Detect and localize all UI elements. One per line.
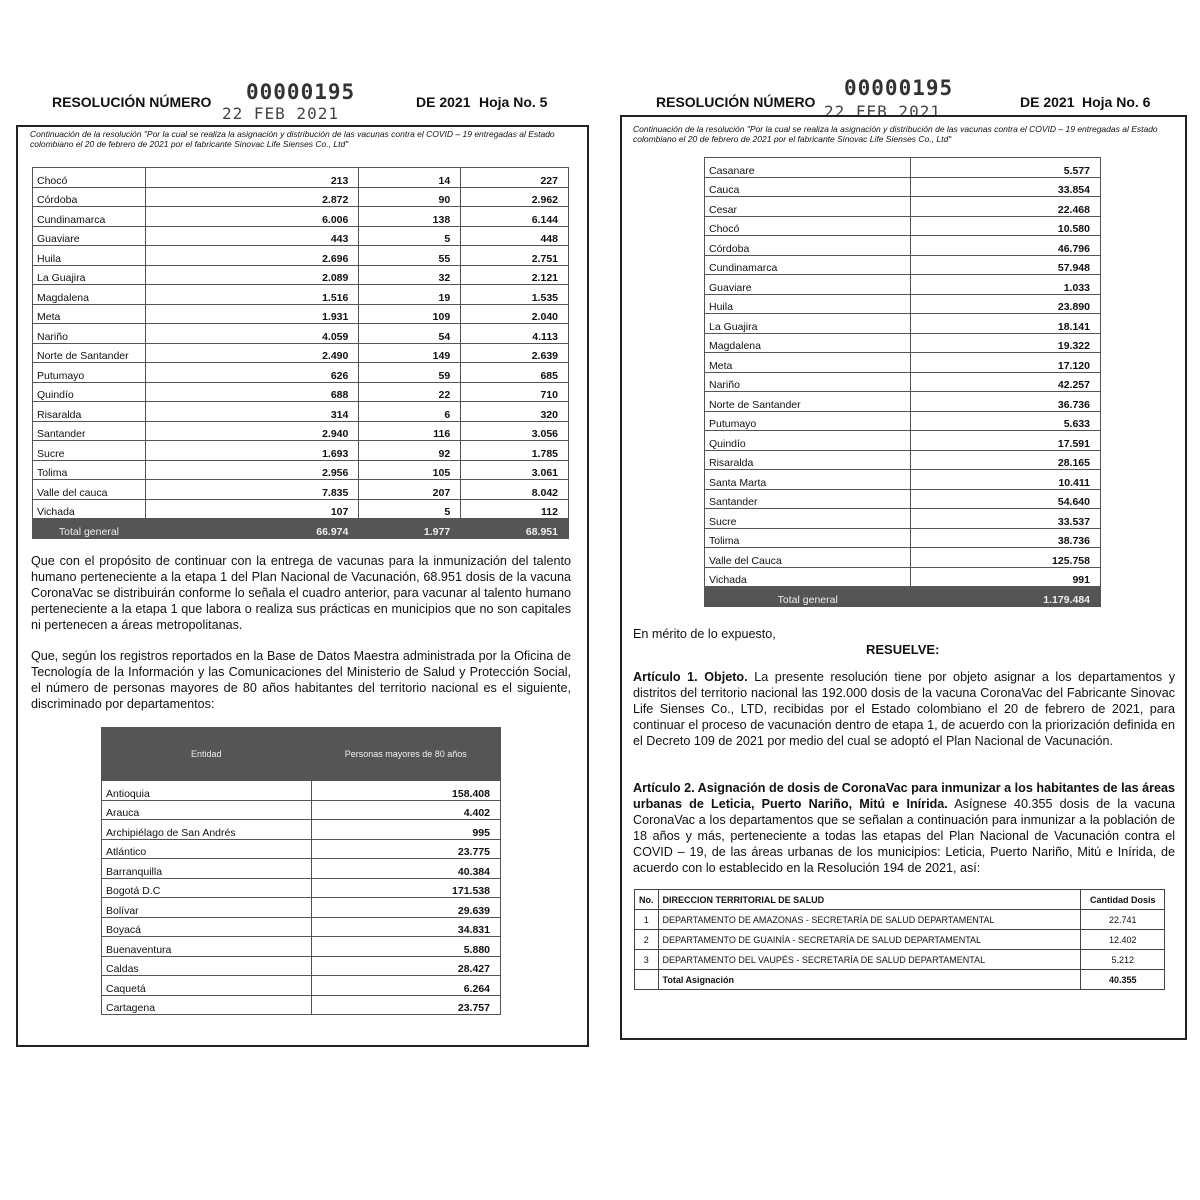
department-cell: Cesar xyxy=(705,197,911,217)
value-cell: 54 xyxy=(359,324,461,344)
value-cell: 207 xyxy=(359,480,461,500)
stamp-date: 22 FEB 2021 xyxy=(824,102,941,121)
paragraph-registros: Que, según los registros reportados en la Base de Datos Maestra administrada por la Oficina de Tecnología de la Información y las Comunicaciones del Ministerio de Salud y Protección Social, el número de personas mayores de 80 años habitantes del territorio nacional es el siguiente, discriminado por departamentos: xyxy=(31,649,571,711)
table-row xyxy=(705,470,1101,490)
value-cell: 18.141 xyxy=(911,314,1101,334)
total-value: 66.974 xyxy=(145,519,358,539)
value-cell: 29.639 xyxy=(311,898,501,918)
table-row xyxy=(33,246,569,266)
department-cell: Putumayo xyxy=(705,411,911,431)
total-label: Total Asignación xyxy=(658,970,1081,990)
article-1 xyxy=(633,669,1175,749)
department-cell: Risaralda xyxy=(33,402,146,422)
value-cell: 626 xyxy=(145,363,358,383)
total-value: 68.951 xyxy=(461,519,569,539)
table-row xyxy=(102,917,501,937)
total-cell: 2.040 xyxy=(461,304,569,324)
column-header-cantidad: Cantidad Dosis xyxy=(1081,890,1165,910)
column-header-personas: Personas mayores de 80 años xyxy=(311,728,501,781)
entity-cell: Boyacá xyxy=(102,917,312,937)
entity-cell: Antioquia xyxy=(102,781,312,801)
total-label: Total general xyxy=(33,519,146,539)
total-cell: 1.535 xyxy=(461,285,569,305)
total-value: 1.179.484 xyxy=(911,587,1101,607)
department-cell: Nariño xyxy=(705,372,911,392)
table-row xyxy=(33,480,569,500)
table-row xyxy=(705,392,1101,412)
continuation-note: Continuación de la resolución "Por la cual se realiza la asignación y distribución de las vacunas contra el COVID – 19 entregadas al Estado colombiano el 20 de febrero de 2021 por el fabricante Sinovac Life Sienses Co., Ltd" xyxy=(633,124,1158,144)
value-cell: 22 xyxy=(359,382,461,402)
department-cell: Norte de Santander xyxy=(705,392,911,412)
year-label: DE 2021 xyxy=(1020,94,1075,110)
department-cell: Vichada xyxy=(705,567,911,587)
table-row xyxy=(705,489,1101,509)
table-row xyxy=(33,168,569,188)
department-cell: Vichada xyxy=(33,499,146,519)
table-row xyxy=(705,431,1101,451)
value-cell: 34.831 xyxy=(311,917,501,937)
value-cell: 33.537 xyxy=(911,509,1101,529)
column-header-direccion: DIRECCION TERRITORIAL DE SALUD xyxy=(658,890,1081,910)
table-row xyxy=(635,930,1165,950)
elderly-population-table xyxy=(101,727,501,1015)
vaccine-totals-table xyxy=(704,157,1101,607)
value-cell: 213 xyxy=(145,168,358,188)
value-cell: 125.758 xyxy=(911,548,1101,568)
department-cell: Cundinamarca xyxy=(705,255,911,275)
value-cell: 171.538 xyxy=(311,878,501,898)
merit-text: En mérito de lo expuesto, xyxy=(633,627,776,641)
total-cell: 3.056 xyxy=(461,421,569,441)
value-cell: 107 xyxy=(145,499,358,519)
department-cell: Magdalena xyxy=(705,333,911,353)
entity-cell: Barranquilla xyxy=(102,859,312,879)
total-cell: 685 xyxy=(461,363,569,383)
dose-cell: 12.402 xyxy=(1081,930,1165,950)
value-cell: 995 xyxy=(311,820,501,840)
total-cell: 710 xyxy=(461,382,569,402)
department-cell: Sucre xyxy=(705,509,911,529)
entity-cell: Bolívar xyxy=(102,898,312,918)
table-row xyxy=(33,187,569,207)
table-row xyxy=(33,499,569,519)
total-cell: 2.121 xyxy=(461,265,569,285)
table-row xyxy=(705,353,1101,373)
table-row xyxy=(33,304,569,324)
value-cell: 28.427 xyxy=(311,956,501,976)
table-row xyxy=(33,421,569,441)
department-cell: Meta xyxy=(705,353,911,373)
entity-cell: Caquetá xyxy=(102,976,312,996)
department-cell: Quindío xyxy=(33,382,146,402)
table-row xyxy=(705,509,1101,529)
value-cell: 116 xyxy=(359,421,461,441)
value-cell: 46.796 xyxy=(911,236,1101,256)
table-row xyxy=(33,441,569,461)
table-row xyxy=(705,411,1101,431)
department-cell: Cundinamarca xyxy=(33,207,146,227)
direction-cell: DEPARTAMENTO DE GUAINÍA - SECRETARÍA DE SALUD DEPARTAMENTAL xyxy=(658,930,1081,950)
value-cell: 4.402 xyxy=(311,800,501,820)
table-row xyxy=(33,324,569,344)
stamp-number: 00000195 xyxy=(246,80,356,104)
department-cell: Guaviare xyxy=(33,226,146,246)
value-cell: 32 xyxy=(359,265,461,285)
value-cell: 2.872 xyxy=(145,187,358,207)
value-cell: 6 xyxy=(359,402,461,422)
value-cell: 22.468 xyxy=(911,197,1101,217)
table-row xyxy=(705,294,1101,314)
department-cell: Córdoba xyxy=(33,187,146,207)
value-cell: 23.890 xyxy=(911,294,1101,314)
table-row xyxy=(33,363,569,383)
value-cell: 2.940 xyxy=(145,421,358,441)
total-cell: 2.639 xyxy=(461,343,569,363)
article-2-text: Asígnese 40.355 dosis de la vacuna CoronaVac a los departamentos que se señalan a continuación para inmunizar a la población de 18 años y más, perteneciente a todas las etapas del Plan Nacional de Vacunación contra el COVID – 19, de las áreas urbanas de los municipios: Leticia, Puerto Nariño, Mitú e Inírida, de acuerdo con lo establecido en la Resolución 194 de 2021, así: xyxy=(633,797,1175,875)
table-row xyxy=(33,382,569,402)
total-cell: 112 xyxy=(461,499,569,519)
stamp-number: 00000195 xyxy=(844,76,954,100)
value-cell: 2.089 xyxy=(145,265,358,285)
department-cell: Risaralda xyxy=(705,450,911,470)
table-row xyxy=(102,800,501,820)
year-label: DE 2021 xyxy=(416,94,471,110)
entity-cell: Bogotá D.C xyxy=(102,878,312,898)
table-row xyxy=(102,859,501,879)
value-cell: 33.854 xyxy=(911,177,1101,197)
article-1-title: Artículo 1. Objeto. xyxy=(633,670,748,684)
table-row xyxy=(102,898,501,918)
sheet-label: Hoja No. 6 xyxy=(1082,94,1151,110)
table-row xyxy=(635,910,1165,930)
department-cell: Santander xyxy=(705,489,911,509)
value-cell: 59 xyxy=(359,363,461,383)
table-row xyxy=(102,820,501,840)
article-1-text: La presente resolución tiene por objeto asignar a los departamentos y distritos del territorio nacional las 192.000 dosis de la vacuna CoronaVac del Fabricante Sinovac Life Sienses Co., LTD, recibidas por el Estado colombiano el 20 de febrero de 2021, para continuar el proceso de vacunación dentro de etapa 1, de acuerdo con la priorización definida en el Decreto 109 de 2021 por medio del cual se adoptó el Plan Nacional de Vacunación. xyxy=(633,670,1175,748)
page-hoja-5 xyxy=(0,0,600,1120)
department-cell: Norte de Santander xyxy=(33,343,146,363)
total-cell: 3.061 xyxy=(461,460,569,480)
entity-cell: Cartagena xyxy=(102,995,312,1015)
value-cell: 55 xyxy=(359,246,461,266)
total-cell: 320 xyxy=(461,402,569,422)
value-cell: 1.033 xyxy=(911,275,1101,295)
total-row xyxy=(705,587,1101,607)
value-cell: 6.006 xyxy=(145,207,358,227)
department-cell: Valle del Cauca xyxy=(705,548,911,568)
table-row xyxy=(705,314,1101,334)
total-cell: 8.042 xyxy=(461,480,569,500)
value-cell: 54.640 xyxy=(911,489,1101,509)
department-cell: Huila xyxy=(705,294,911,314)
table-row xyxy=(705,236,1101,256)
total-row xyxy=(635,970,1165,990)
empty-cell xyxy=(635,970,659,990)
department-cell: Casanare xyxy=(705,158,911,178)
value-cell: 10.580 xyxy=(911,216,1101,236)
table-row xyxy=(33,226,569,246)
department-cell: Chocó xyxy=(705,216,911,236)
department-cell: Córdoba xyxy=(705,236,911,256)
value-cell: 42.257 xyxy=(911,372,1101,392)
value-cell: 90 xyxy=(359,187,461,207)
department-cell: Tolima xyxy=(33,460,146,480)
value-cell: 314 xyxy=(145,402,358,422)
value-cell: 105 xyxy=(359,460,461,480)
value-cell: 23.775 xyxy=(311,839,501,859)
table-row xyxy=(33,343,569,363)
number-cell: 2 xyxy=(635,930,659,950)
direction-cell: DEPARTAMENTO DE AMAZONAS - SECRETARÍA DE SALUD DEPARTAMENTAL xyxy=(658,910,1081,930)
value-cell: 5 xyxy=(359,499,461,519)
value-cell: 1.516 xyxy=(145,285,358,305)
column-header-no: No. xyxy=(635,890,659,910)
total-cell: 2.962 xyxy=(461,187,569,207)
table-row xyxy=(635,950,1165,970)
value-cell: 443 xyxy=(145,226,358,246)
value-cell: 1.931 xyxy=(145,304,358,324)
department-cell: Putumayo xyxy=(33,363,146,383)
department-cell: Valle del cauca xyxy=(33,480,146,500)
total-cell: 1.785 xyxy=(461,441,569,461)
entity-cell: Caldas xyxy=(102,956,312,976)
value-cell: 5.577 xyxy=(911,158,1101,178)
total-label: Total general xyxy=(705,587,911,607)
stamp-date: 22 FEB 2021 xyxy=(222,104,339,123)
sheet-label: Hoja No. 5 xyxy=(479,94,548,110)
department-cell: Huila xyxy=(33,246,146,266)
continuation-note: Continuación de la resolución "Por la cual se realiza la asignación y distribución de las vacunas contra el COVID – 19 entregadas al Estado colombiano el 20 de febrero de 2021 por el fabricante Sinovac Life Sienses Co., Ltd" xyxy=(30,129,555,149)
value-cell: 14 xyxy=(359,168,461,188)
department-cell: Nariño xyxy=(33,324,146,344)
value-cell: 19 xyxy=(359,285,461,305)
total-value: 40.355 xyxy=(1081,970,1165,990)
value-cell: 138 xyxy=(359,207,461,227)
article-2 xyxy=(633,780,1175,876)
dose-cell: 5.212 xyxy=(1081,950,1165,970)
value-cell: 7.835 xyxy=(145,480,358,500)
value-cell: 92 xyxy=(359,441,461,461)
department-cell: Magdalena xyxy=(33,285,146,305)
value-cell: 19.322 xyxy=(911,333,1101,353)
department-cell: Quindío xyxy=(705,431,911,451)
value-cell: 36.736 xyxy=(911,392,1101,412)
value-cell: 38.736 xyxy=(911,528,1101,548)
total-value: 1.977 xyxy=(359,519,461,539)
table-row xyxy=(102,995,501,1015)
resolution-label: RESOLUCIÓN NÚMERO xyxy=(52,94,212,110)
entity-cell: Buenaventura xyxy=(102,937,312,957)
value-cell: 17.120 xyxy=(911,353,1101,373)
department-cell: Guaviare xyxy=(705,275,911,295)
value-cell: 149 xyxy=(359,343,461,363)
table-row xyxy=(33,207,569,227)
table-row xyxy=(705,177,1101,197)
entity-cell: Archipiélago de San Andrés xyxy=(102,820,312,840)
vaccine-distribution-table xyxy=(32,167,569,539)
department-cell: Santander xyxy=(33,421,146,441)
value-cell: 2.956 xyxy=(145,460,358,480)
value-cell: 5 xyxy=(359,226,461,246)
value-cell: 17.591 xyxy=(911,431,1101,451)
department-cell: Tolima xyxy=(705,528,911,548)
department-cell: Meta xyxy=(33,304,146,324)
table-row xyxy=(102,937,501,957)
total-cell: 2.751 xyxy=(461,246,569,266)
value-cell: 1.693 xyxy=(145,441,358,461)
table-row xyxy=(705,528,1101,548)
table-row xyxy=(705,567,1101,587)
value-cell: 991 xyxy=(911,567,1101,587)
value-cell: 158.408 xyxy=(311,781,501,801)
table-row xyxy=(705,158,1101,178)
value-cell: 28.165 xyxy=(911,450,1101,470)
value-cell: 6.264 xyxy=(311,976,501,996)
value-cell: 57.948 xyxy=(911,255,1101,275)
table-row xyxy=(33,402,569,422)
value-cell: 688 xyxy=(145,382,358,402)
value-cell: 5.633 xyxy=(911,411,1101,431)
column-header-entidad: Entidad xyxy=(102,728,312,781)
department-cell: La Guajira xyxy=(33,265,146,285)
department-cell: La Guajira xyxy=(705,314,911,334)
resolution-label: RESOLUCIÓN NÚMERO xyxy=(656,94,816,110)
total-cell: 6.144 xyxy=(461,207,569,227)
table-row xyxy=(705,216,1101,236)
value-cell: 109 xyxy=(359,304,461,324)
table-row xyxy=(102,878,501,898)
dose-cell: 22.741 xyxy=(1081,910,1165,930)
value-cell: 40.384 xyxy=(311,859,501,879)
number-cell: 1 xyxy=(635,910,659,930)
table-row xyxy=(33,460,569,480)
value-cell: 4.059 xyxy=(145,324,358,344)
value-cell: 10.411 xyxy=(911,470,1101,490)
table-row xyxy=(705,255,1101,275)
number-cell: 3 xyxy=(635,950,659,970)
paragraph-distribution: Que con el propósito de continuar con la entrega de vacunas para la inmunización del talento humano perteneciente a la etapa 1 del Plan Nacional de Vacunación, 68.951 dosis de la vacuna CoronaVac se distribuirán conforme lo señala el cuadro anterior, para vacunar al talento humano perteneciente a la etapa 1 que labora o realiza sus prácticas en municipios que no son capitales ni pertenecen a áreas metropolitanas. xyxy=(31,554,571,632)
table-row xyxy=(705,275,1101,295)
page-hoja-6 xyxy=(600,0,1200,1120)
table-row xyxy=(705,548,1101,568)
department-cell: Chocó xyxy=(33,168,146,188)
table-row xyxy=(705,450,1101,470)
department-cell: Cauca xyxy=(705,177,911,197)
table-row xyxy=(102,956,501,976)
table-row xyxy=(33,285,569,305)
value-cell: 5.880 xyxy=(311,937,501,957)
article-2-title: Artículo 2. Asignación de dosis de CoronaVac para inmunizar a los habitantes de las áreas urbanas de Leticia, Puerto Nariño, Mitú e Inírida. xyxy=(633,781,1175,811)
total-cell: 227 xyxy=(461,168,569,188)
resuelve-heading: RESUELVE: xyxy=(866,642,940,657)
total-cell: 4.113 xyxy=(461,324,569,344)
entity-cell: Atlántico xyxy=(102,839,312,859)
department-cell: Sucre xyxy=(33,441,146,461)
table-row xyxy=(33,265,569,285)
allocation-table xyxy=(634,889,1165,990)
value-cell: 23.757 xyxy=(311,995,501,1015)
total-cell: 448 xyxy=(461,226,569,246)
total-row xyxy=(33,519,569,539)
entity-cell: Arauca xyxy=(102,800,312,820)
department-cell: Santa Marta xyxy=(705,470,911,490)
table-row xyxy=(102,781,501,801)
value-cell: 2.490 xyxy=(145,343,358,363)
table-row xyxy=(705,197,1101,217)
table-row xyxy=(102,976,501,996)
direction-cell: DEPARTAMENTO DEL VAUPÉS - SECRETARÍA DE SALUD DEPARTAMENTAL xyxy=(658,950,1081,970)
table-row xyxy=(705,333,1101,353)
table-row xyxy=(102,839,501,859)
table-row xyxy=(705,372,1101,392)
value-cell: 2.696 xyxy=(145,246,358,266)
